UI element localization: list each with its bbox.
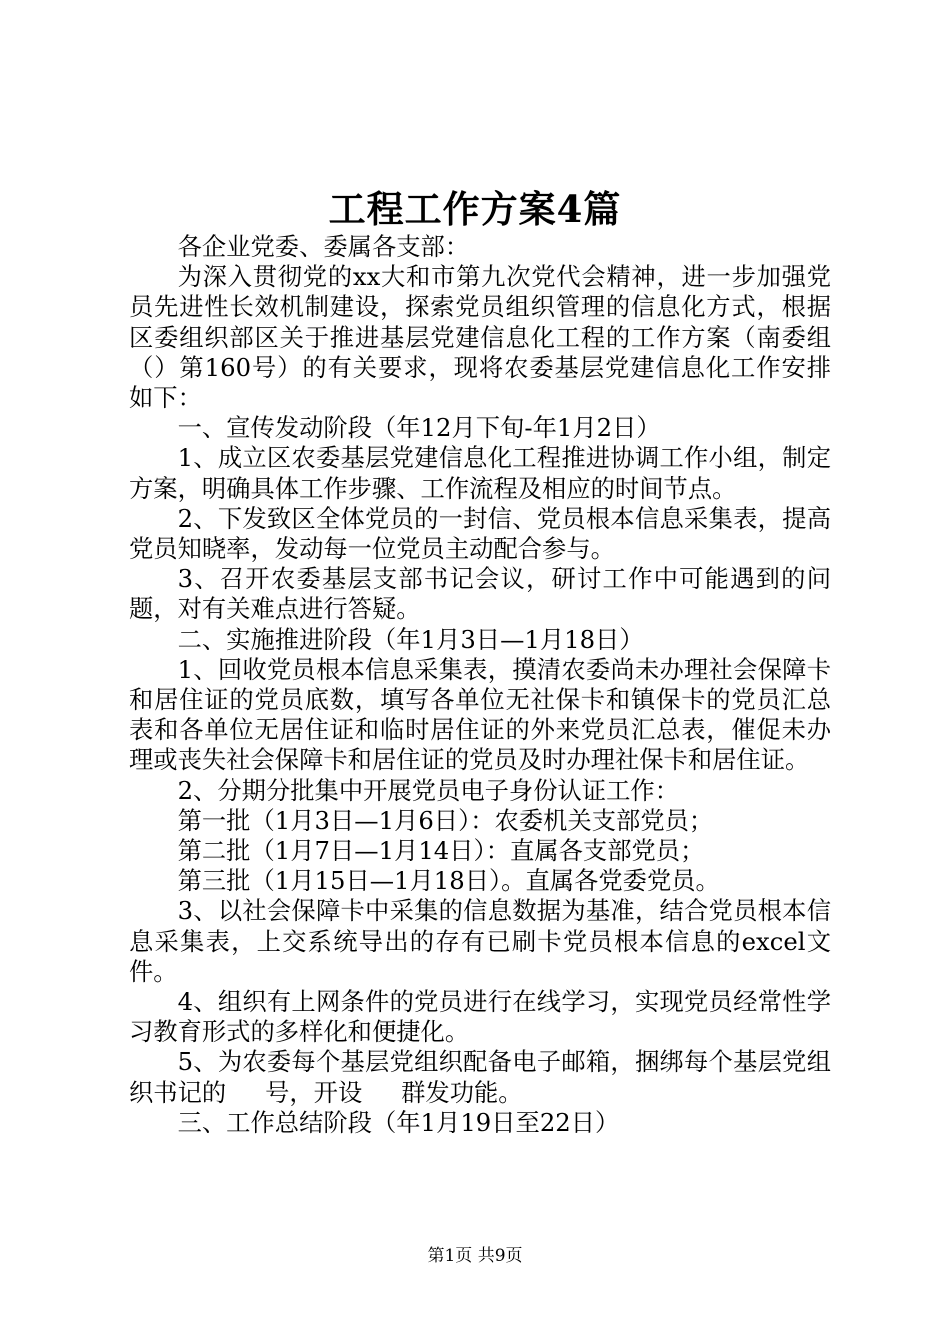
batch-item: 第一批（1月3日—1月6日）：农委机关支部党员； <box>177 805 714 835</box>
paragraph: 4、组织有上网条件的党员进行在线学习，实现党员经常性学习教育形式的多样化和便捷化。 <box>129 987 831 1047</box>
section-heading-1: 一、宣传发动阶段（年12月下旬-年1月2日） <box>177 413 661 443</box>
text-span: 5、为农委每个基层党组织配备电子邮箱，捆绑每个基层党组织书记的 <box>129 1047 831 1107</box>
section-heading-3: 三、工作总结阶段（年1月19日至22日） <box>177 1107 620 1137</box>
paragraph: 3、以社会保障卡中采集的信息数据为基准，结合党员根本信息采集表，上交系统导出的存有已刷卡党员根本信息的excel文件。 <box>129 896 831 986</box>
document-title: 工程工作方案4篇 <box>328 187 622 231</box>
page-footer: 第1页 共9页 <box>427 1246 523 1266</box>
batch-item: 第三批（1月15日—1月18日）。直属各党委党员。 <box>177 866 720 896</box>
salutation: 各企业党委、委属各支部： <box>177 232 470 261</box>
paragraph: 2、分期分批集中开展党员电子身份认证工作： <box>177 775 679 805</box>
text-span: 号，开设 <box>265 1077 363 1107</box>
intro-paragraph: 为深入贯彻党的xx大和市第九次党代会精神，进一步加强党员先进性长效机制建设，探索党员组织管理的信息化方式，根据区委组织部区关于推进基层党建信息化工程的工作方案（南委组（）第160号）的有关要求，现将农委基层党建信息化工作安排如下： <box>129 262 831 413</box>
paragraph: 3、召开农委基层支部书记会议，研讨工作中可能遇到的问题，对有关难点进行答疑。 <box>129 564 831 624</box>
paragraph: 1、回收党员根本信息采集表，摸清农委尚未办理社会保障卡和居住证的党员底数，填写各单位无社保卡和镇保卡的党员汇总表和各单位无居住证和临时居住证的外来党员汇总表，催促未办理或丧失社会保障卡和居住证的党员及时办理社保卡和居住证。 <box>129 654 831 775</box>
section-heading-2: 二、实施推进阶段（年1月3日—1月18日） <box>177 624 644 654</box>
paragraph: 2、下发致区全体党员的一封信、党员根本信息采集表，提高党员知晓率，发动每一位党员主动配合参与。 <box>129 503 831 564</box>
paragraph: 1、成立区农委基层党建信息化工程推进协调工作小组，制定方案，明确具体工作步骤、工作流程及相应的时间节点。 <box>129 443 831 503</box>
batch-item: 第二批（1月7日—1月14日）：直属各支部党员； <box>177 836 705 866</box>
document-body <box>129 232 831 1138</box>
text-span: 群发功能。 <box>401 1077 523 1107</box>
paragraph-email <box>129 1047 831 1107</box>
